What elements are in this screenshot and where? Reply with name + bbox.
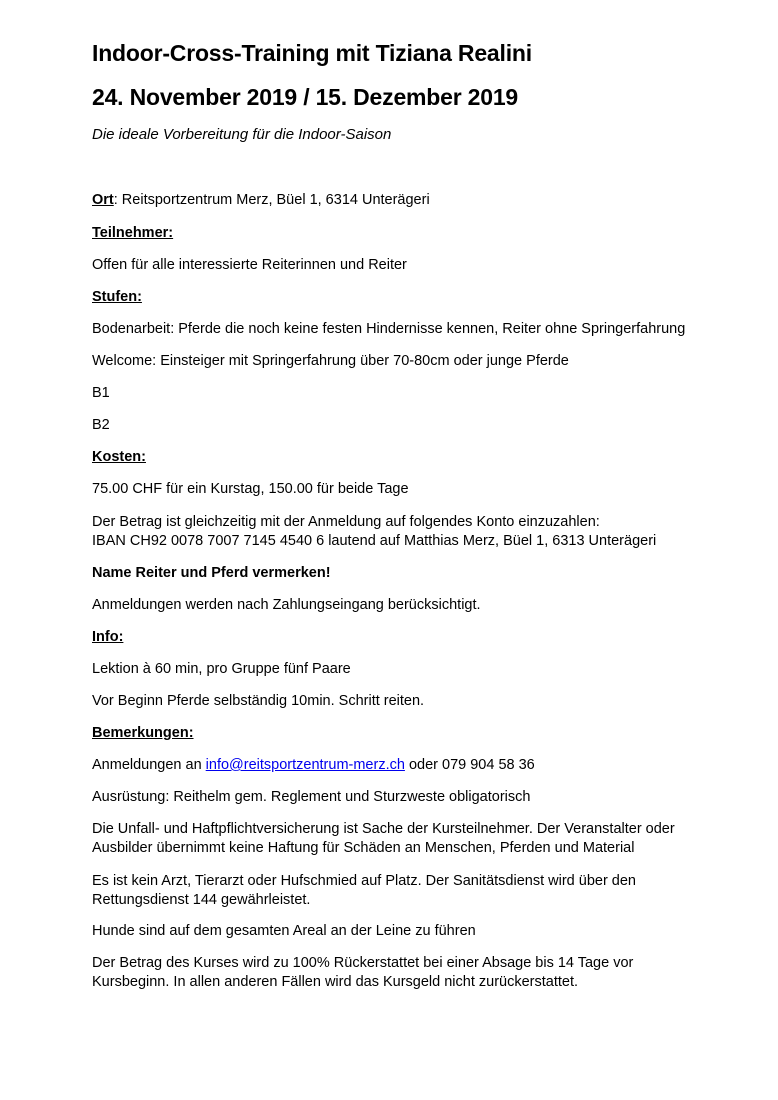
participants-heading: Teilnehmer: bbox=[92, 225, 174, 241]
level-item: Welcome: Einsteiger mit Springerfahrung über 70-80cm oder junge Pferde bbox=[92, 353, 569, 369]
subtitle: Die ideale Vorbereitung für die Indoor-Saison bbox=[92, 126, 392, 143]
payment-note: Anmeldungen werden nach Zahlungseingang berücksichtigt. bbox=[92, 597, 481, 613]
registration-prefix: Anmeldungen an bbox=[92, 757, 206, 773]
insurance-line-1: Die Unfall- und Haftpflichtversicherung ist Sache der Kursteilnehmer. Der Veranstalter oder bbox=[92, 821, 675, 837]
remarks-heading: Bemerkungen: bbox=[92, 725, 194, 741]
dogs-text: Hunde sind auf dem gesamten Areal an der Leine zu führen bbox=[92, 923, 476, 939]
equipment-text: Ausrüstung: Reithelm gem. Reglement und Sturzweste obligatorisch bbox=[92, 789, 531, 805]
location-text: : Reitsportzentrum Merz, Büel 1, 6314 Unterägeri bbox=[113, 192, 430, 208]
payment-instruction: Der Betrag ist gleichzeitig mit der Anmeldung auf folgendes Konto einzuzahlen: bbox=[92, 514, 600, 530]
insurance-line-2: Ausbilder übernimmt keine Haftung für Schäden an Menschen, Pferden und Material bbox=[92, 840, 635, 856]
level-item: B1 bbox=[92, 385, 110, 401]
info-item: Lektion à 60 min, pro Gruppe fünf Paare bbox=[92, 661, 351, 677]
location-label: Ort bbox=[92, 192, 114, 208]
refund-line-2: Kursbeginn. In allen anderen Fällen wird das Kursgeld nicht zurückerstattet. bbox=[92, 974, 579, 990]
event-dates: 24. November 2019 / 15. Dezember 2019 bbox=[92, 84, 519, 110]
refund-line-1: Der Betrag des Kurses wird zu 100% Rückerstattet bei einer Absage bis 14 Tage vor bbox=[92, 955, 634, 971]
level-item: B2 bbox=[92, 417, 110, 433]
participants-text: Offen für alle interessierte Reiterinnen und Reiter bbox=[92, 257, 407, 273]
registration-line bbox=[92, 756, 535, 775]
email-link[interactable]: info@reitsportzentrum-merz.ch bbox=[205, 757, 405, 773]
level-item: Bodenarbeit: Pferde die noch keine festen Hindernisse kennen, Reiter ohne Springerfahrung bbox=[92, 321, 686, 337]
medical-line-1: Es ist kein Arzt, Tierarzt oder Hufschmied auf Platz. Der Sanitätsdienst wird über den bbox=[92, 873, 636, 889]
page-title: Indoor-Cross-Training mit Tiziana Realini bbox=[92, 40, 532, 66]
registration-suffix: oder 079 904 58 36 bbox=[404, 757, 535, 773]
payment-note-bold: Name Reiter und Pferd vermerken! bbox=[92, 565, 331, 581]
medical-line-2: Rettungsdienst 144 gewährleistet. bbox=[92, 892, 311, 908]
info-heading: Info: bbox=[92, 629, 124, 645]
costs-heading: Kosten: bbox=[92, 449, 146, 465]
location-line bbox=[92, 191, 430, 210]
payment-iban: IBAN CH92 0078 7007 7145 4540 6 lautend auf Matthias Merz, Büel 1, 6313 Unterägeri bbox=[92, 533, 657, 549]
costs-price: 75.00 CHF für ein Kurstag, 150.00 für beide Tage bbox=[92, 481, 409, 497]
info-item: Vor Beginn Pferde selbständig 10min. Schritt reiten. bbox=[92, 693, 425, 709]
levels-heading: Stufen: bbox=[92, 289, 142, 305]
